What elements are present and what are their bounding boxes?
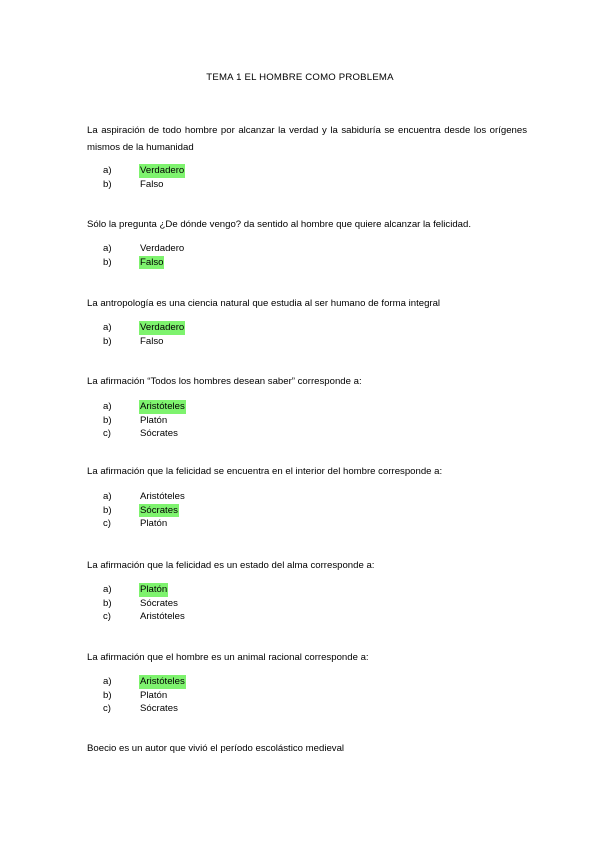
- question-4-options: [103, 400, 186, 441]
- option: [103, 178, 185, 192]
- option-text: Platón: [140, 689, 168, 701]
- option-text: Sócrates: [140, 504, 178, 516]
- option: [103, 400, 186, 414]
- question-2: Sólo la pregunta ¿De dónde vengo? da sentido al hombre que quiere alcanzar la felicidad.: [87, 219, 472, 230]
- document-title: TEMA 1 EL HOMBRE COMO PROBLEMA: [206, 72, 394, 83]
- option: [103, 427, 186, 441]
- option-letter: b): [103, 689, 112, 701]
- option-text: Falso: [140, 178, 164, 190]
- option-text: Verdadero: [140, 243, 185, 254]
- option-text: Platón: [140, 518, 168, 529]
- question-5-options: [103, 490, 186, 531]
- option-letter: b): [103, 335, 112, 347]
- option-letter: a): [103, 676, 112, 687]
- option-text: Aristóteles: [140, 611, 185, 622]
- option-letter: c): [103, 611, 111, 622]
- question-8: Boecio es un autor que vivió el período escolástico medieval: [87, 743, 345, 754]
- option: [103, 335, 185, 349]
- option-letter: a): [103, 401, 112, 412]
- question-2-options: [103, 242, 185, 269]
- option-letter: b): [103, 504, 112, 516]
- question-3: La antropología es una ciencia natural que estudia al ser humano de forma integral: [87, 298, 441, 309]
- question-4: La afirmación “Todos los hombres desean saber” corresponde a:: [87, 376, 362, 387]
- option-letter: a): [103, 165, 112, 176]
- option: [103, 490, 186, 504]
- option-text: Aristóteles: [140, 491, 185, 502]
- option-letter: a): [103, 322, 112, 333]
- option: [103, 583, 186, 597]
- option-letter: b): [103, 597, 112, 609]
- option: [103, 702, 186, 716]
- option-letter: c): [103, 518, 111, 529]
- option-text: Sócrates: [140, 428, 178, 439]
- option-text: Falso: [140, 256, 164, 268]
- question-1-options: [103, 164, 185, 191]
- option-letter: b): [103, 178, 112, 190]
- option: [103, 164, 185, 178]
- option-letter: b): [103, 414, 112, 426]
- option: [103, 242, 185, 256]
- question-3-options: [103, 321, 185, 348]
- option: [103, 504, 186, 518]
- option-text: Verdadero: [140, 165, 185, 176]
- option: [103, 689, 186, 703]
- option: [103, 517, 186, 531]
- option: [103, 256, 185, 270]
- option: [103, 597, 186, 611]
- option-text: Sócrates: [140, 597, 178, 609]
- option-letter: a): [103, 584, 112, 595]
- question-6: La afirmación que la felicidad es un estado del alma corresponde a:: [87, 560, 375, 571]
- option: [103, 414, 186, 428]
- question-1: La aspiración de todo hombre por alcanzar la verdad y la sabiduría se encuentra desde los orígenes mismos de la humanidad: [87, 125, 527, 153]
- option: [103, 610, 186, 624]
- option-text: Falso: [140, 335, 164, 347]
- option: [103, 675, 186, 689]
- question-5: La afirmación que la felicidad se encuentra en el interior del hombre corresponde a:: [87, 466, 443, 477]
- question-6-options: [103, 583, 186, 624]
- option-text: Sócrates: [140, 703, 178, 714]
- option-text: Aristóteles: [140, 401, 185, 412]
- option-letter: c): [103, 428, 111, 439]
- option-text: Platón: [140, 414, 168, 426]
- question-7: La afirmación que el hombre es un animal racional corresponde a:: [87, 652, 369, 663]
- option-text: Verdadero: [140, 322, 185, 333]
- option: [103, 321, 185, 335]
- option-letter: a): [103, 243, 112, 254]
- option-letter: b): [103, 256, 112, 268]
- question-7-options: [103, 675, 186, 716]
- option-text: Aristóteles: [140, 676, 185, 687]
- option-letter: a): [103, 491, 112, 502]
- option-letter: c): [103, 703, 111, 714]
- option-text: Platón: [140, 584, 168, 595]
